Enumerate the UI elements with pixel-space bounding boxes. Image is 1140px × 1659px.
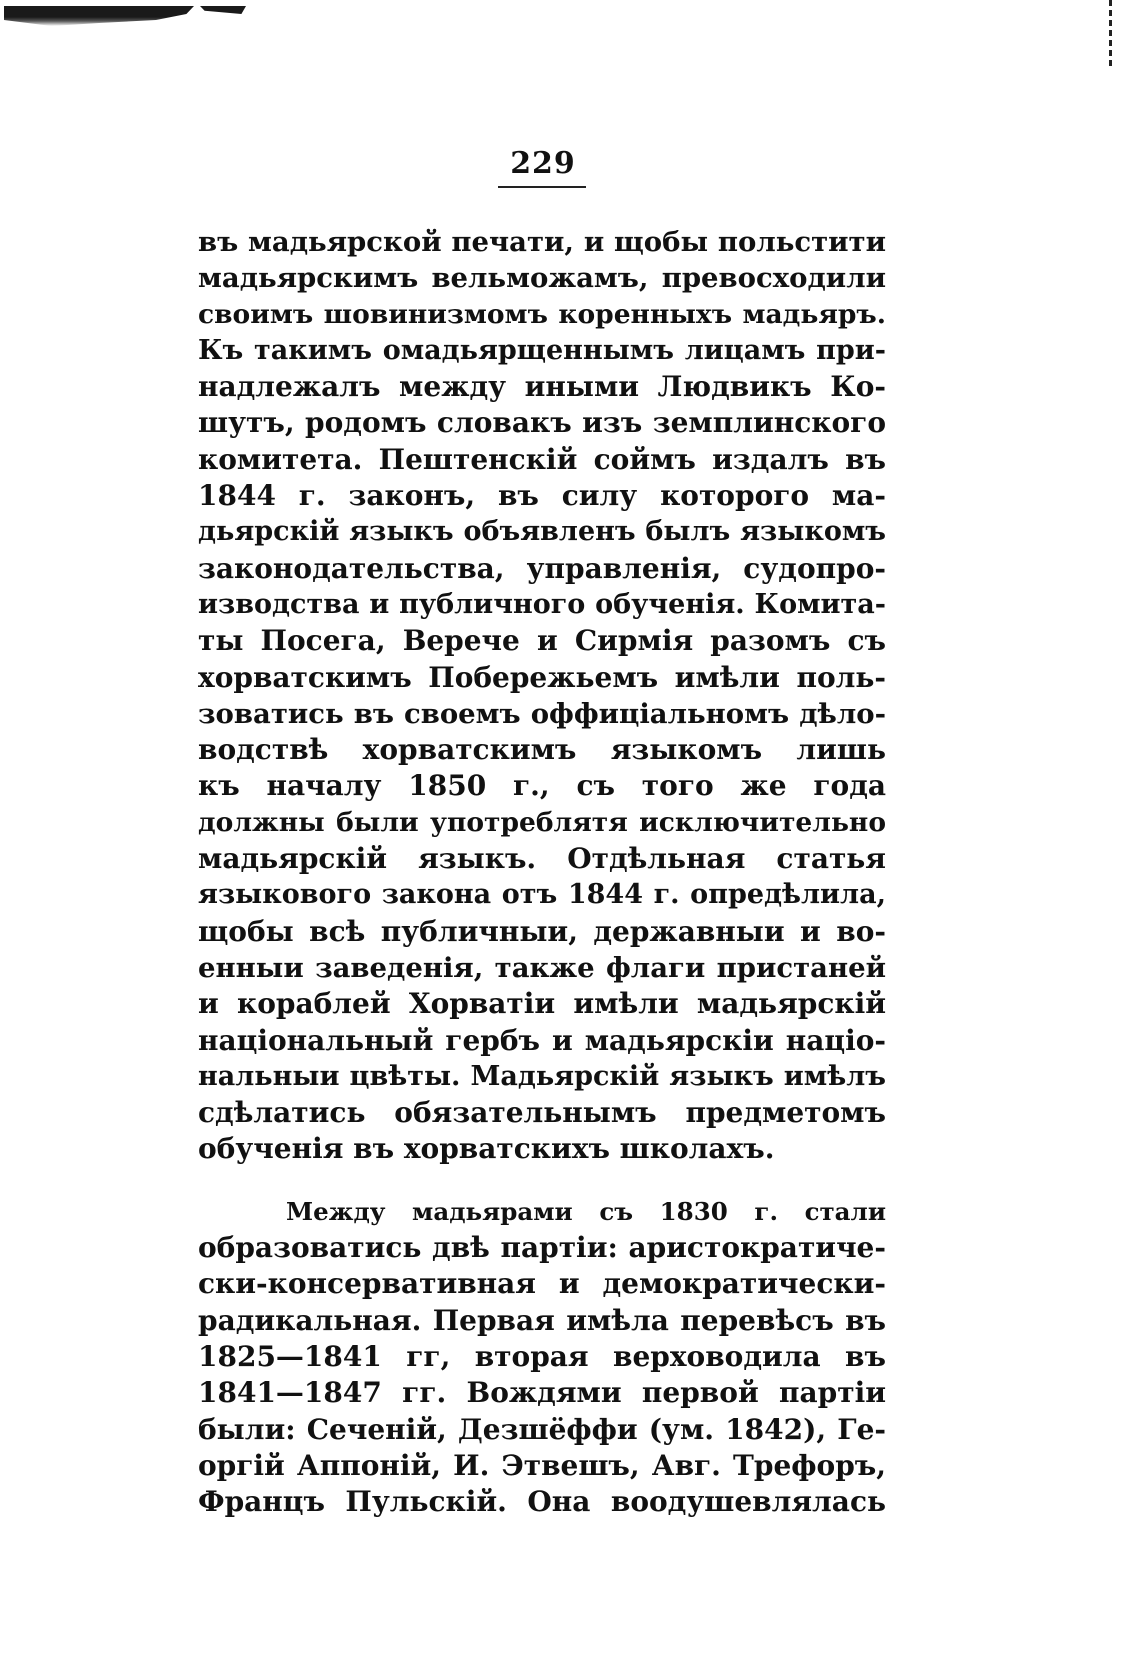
text-line: національный гербъ и мадьярскіи націо- — [198, 1023, 886, 1057]
text-line: водствѣ хорватскимъ языкомъ лишь — [198, 733, 886, 767]
text-line: должны были употреблятя исключительно — [198, 806, 886, 838]
paragraph-2 — [198, 1194, 886, 1521]
text-line: радикальная. Первая имѣла перевѣсъ въ — [198, 1303, 886, 1337]
text-line: и кораблей Хорватіи имѣли мадьярскій — [198, 987, 886, 1021]
text-line: хорватскимъ Побережьемъ имѣли поль- — [198, 660, 886, 694]
text-line: дьярскій языкъ объявленъ былъ языкомъ — [198, 516, 886, 548]
text-line: Между мадьярами съ 1830 г. стали — [286, 1196, 886, 1226]
text-line: своимъ шовинизмомъ коренныхъ мадьяръ. — [198, 298, 886, 330]
text-line: надлежалъ между иными Людвикъ Ко- — [198, 370, 886, 404]
text-line: образоватись двѣ партіи: аристократиче- — [198, 1231, 886, 1265]
text-line: языкового закона отъ 1844 г. опредѣлила, — [198, 879, 886, 911]
text-line: комитета. Пештенскій соймъ издалъ въ — [198, 442, 886, 476]
page-number: 229 — [510, 146, 576, 181]
text-line: зоватись въ своемъ оффиціальномъ дѣло- — [198, 697, 886, 730]
text-line: ты Посега, Верече и Сирмія разомъ съ — [198, 624, 886, 658]
text-line: мадьярскимъ вельможамъ, превосходили — [198, 262, 886, 295]
scan-artifact-right-edge — [1109, 0, 1112, 70]
text-line: къ началу 1850 г., съ того же года — [198, 769, 886, 803]
text-line: 1844 г. законъ, въ силу которого ма- — [198, 479, 886, 513]
text-line: изводства и публичного обученія. Комита- — [198, 588, 886, 620]
text-line: были: Сеченій, Дезшёффи (ум. 1842), Ге- — [198, 1412, 886, 1446]
text-line: 1841—1847 гг. Вождями первой партіи — [198, 1376, 886, 1410]
paragraph-gap — [198, 1168, 886, 1194]
text-line: обученія въ хорватскихъ школахъ. — [198, 1132, 775, 1166]
text-line: оргій Аппоній, И. Этвешъ, Авг. Трефоръ, — [198, 1448, 886, 1482]
text-line: енныи заведенія, также флаги пристаней — [198, 951, 886, 984]
text-line: сдѣлатись обязательнымъ предметомъ — [198, 1096, 886, 1130]
text-line: нальныи цвѣты. Мадьярскій языкъ имѣлъ — [198, 1060, 886, 1092]
text-line: ски-консервативная и демократически- — [198, 1267, 886, 1301]
paragraph-1 — [198, 224, 886, 1168]
page-body — [198, 224, 886, 1520]
text-line: законодательства, управленія, судопро- — [198, 551, 886, 585]
text-line: Къ такимъ омадьярщеннымъ лицамъ при- — [198, 334, 886, 366]
text-line: въ мадьярской печати, и щобы польстити — [198, 226, 886, 258]
scan-artifact-top — [200, 6, 246, 14]
text-line: шутъ, родомъ словакъ изъ земплинского — [198, 406, 886, 440]
scan-artifact-top-left — [4, 6, 194, 26]
text-line: Францъ Пульскій. Она воодушевлялась — [198, 1485, 886, 1519]
text-line: 1825—1841 гг, вторая верховодила въ — [198, 1339, 886, 1373]
text-line: мадьярскій языкъ. Отдѣльная статья — [198, 842, 886, 876]
text-line: щобы всѣ публичныи, державныи и во- — [198, 914, 886, 948]
page-number-rule — [498, 186, 586, 188]
